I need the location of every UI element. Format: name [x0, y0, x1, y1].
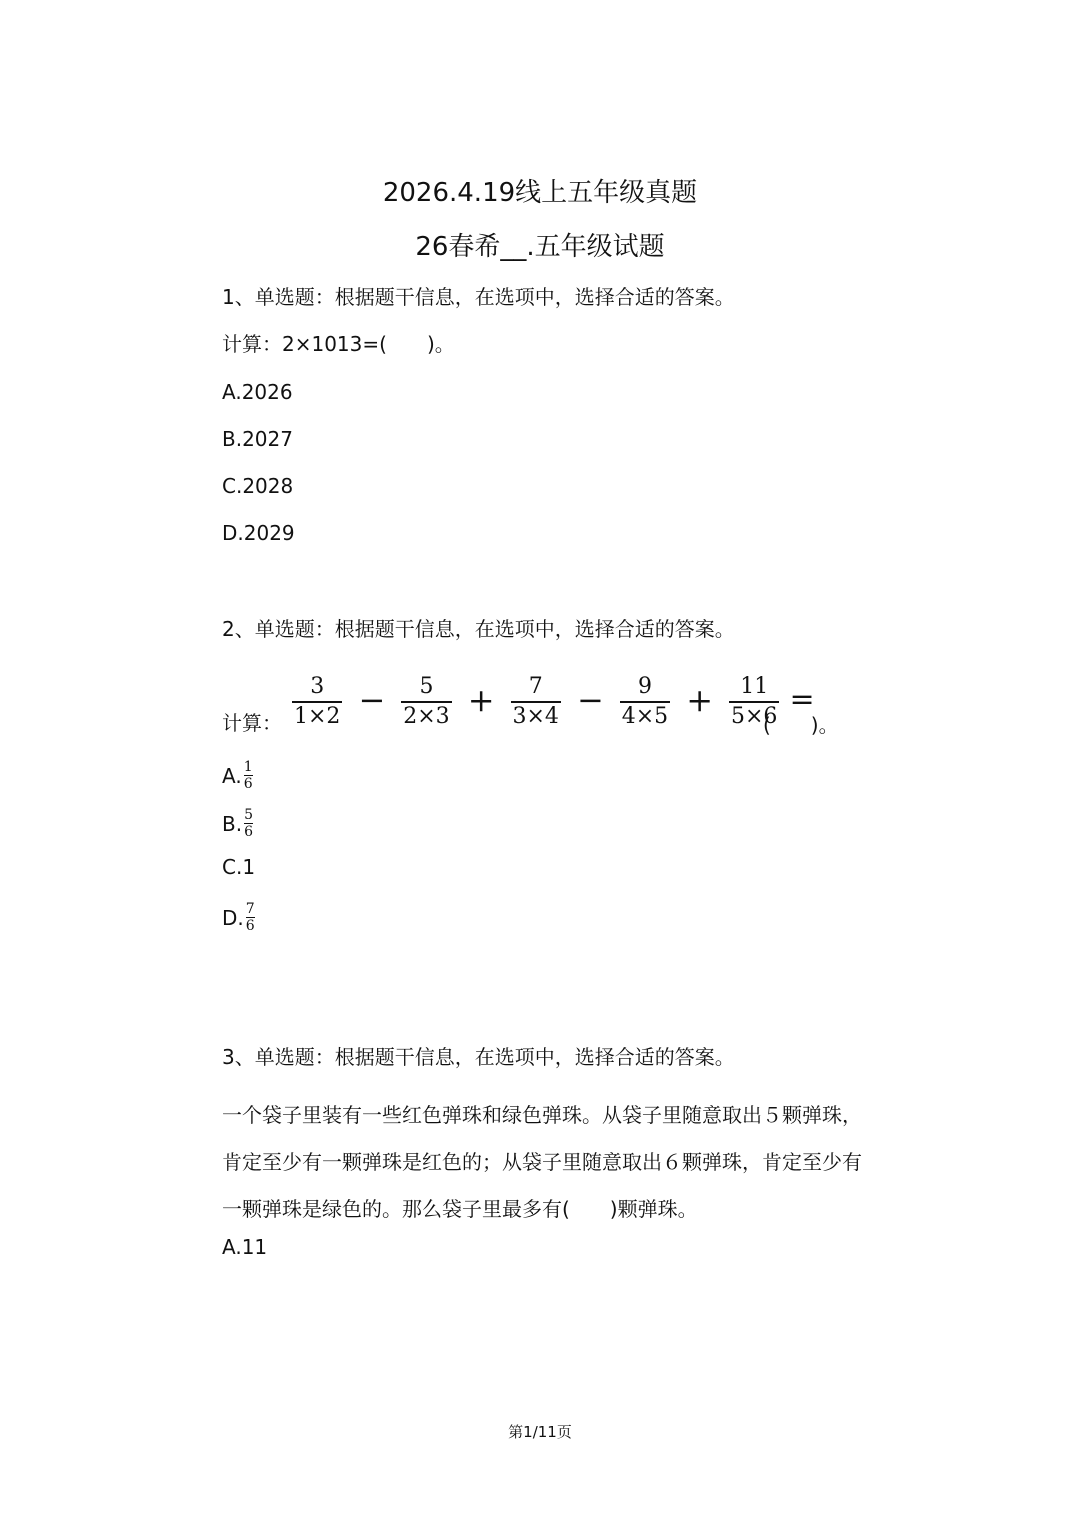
question-2-option-c-value: 1 [242, 855, 256, 879]
question-2-option-b-denominator: 6 [244, 824, 253, 840]
expression-fraction-3-numerator: 7 [528, 674, 543, 700]
question-2-option-d-fraction [246, 902, 255, 933]
expression-fraction-4 [620, 676, 670, 728]
expression-operator-2: + [467, 681, 495, 719]
question-2-option-d-prefix: D. [222, 905, 244, 930]
question-2-blank-tail: ( )。 [763, 713, 839, 737]
document-title-line-1: 2026.4.19线上五年级真题 [382, 178, 698, 208]
expression-fraction-3-denominator: 3×4 [512, 703, 559, 729]
expression-equals-sign: = [789, 682, 815, 717]
question-2-option-a [222, 760, 253, 791]
question-3-option-a: A.11 [222, 1235, 268, 1259]
question-2-option-a-numerator: 1 [243, 759, 253, 775]
question-2-option-b-numerator: 5 [244, 807, 253, 823]
expression-fraction-1-denominator: 1×2 [294, 703, 341, 729]
question-1-option-d: D.2029 [222, 521, 295, 545]
question-3-header: 3、单选题：根据题干信息，在选项中，选择合适的答案。 [222, 1045, 735, 1069]
expression-fraction-4-denominator: 4×5 [621, 703, 669, 729]
expression-fraction-1-numerator: 3 [310, 674, 325, 700]
expression-fraction-2-denominator: 2×3 [403, 703, 450, 729]
question-2-option-c-prefix: C. [222, 855, 243, 879]
question-2-option-a-fraction [244, 760, 253, 791]
expression-operator-1: − [358, 681, 386, 719]
expression-operator-4: + [686, 681, 713, 719]
expression-fraction-5-denominator: 5×6 [731, 703, 778, 729]
question-3-stem: 一个袋子里装有一些红色弹珠和绿色弹珠。从袋子里随意取出５颗弹珠，肯定至少有一颗弹珠是红色的；从袋子里随意取出６颗弹珠，肯定至少有一颗弹珠是绿色的。那么袋子里最多有( )颗弹珠。 [222, 1103, 862, 1221]
question-2-expression [288, 673, 815, 731]
question-2-option-b-prefix: B. [222, 811, 243, 836]
expression-fraction-2 [401, 676, 451, 728]
question-1-option-a: A.2026 [222, 380, 293, 404]
question-2-option-d-denominator: 6 [245, 918, 255, 934]
expression-fraction-4-numerator: 9 [637, 674, 652, 700]
expression-fraction-3 [511, 676, 561, 728]
question-1-calculation: 计算：2×1013=( )。 [222, 332, 455, 356]
expression-fraction-5-numerator: 11 [740, 674, 769, 700]
document-title-line-2: 26春希__.五年级试题 [415, 232, 665, 262]
question-2-option-d [222, 902, 255, 933]
question-2-calculation-label: 计算： [222, 711, 282, 735]
expression-fraction-1 [292, 676, 342, 728]
question-2-option-a-denominator: 6 [243, 776, 253, 792]
expression-operator-3: − [576, 681, 604, 719]
question-2-option-c [222, 855, 255, 879]
expression-fraction-2-numerator: 5 [419, 674, 434, 700]
question-1-option-b: B.2027 [222, 427, 293, 451]
question-2-option-a-prefix: A. [222, 763, 242, 788]
question-1-header: 1、单选题：根据题干信息，在选项中，选择合适的答案。 [222, 285, 735, 309]
question-2-header: 2、单选题：根据题干信息，在选项中，选择合适的答案。 [222, 617, 735, 641]
page-number-footer: 第1/11页 [508, 1423, 572, 1441]
question-2-option-b [222, 808, 253, 839]
question-2-option-d-numerator: 7 [245, 901, 255, 917]
question-1-option-c: C.2028 [222, 474, 294, 498]
question-2-option-b-fraction [244, 808, 253, 839]
